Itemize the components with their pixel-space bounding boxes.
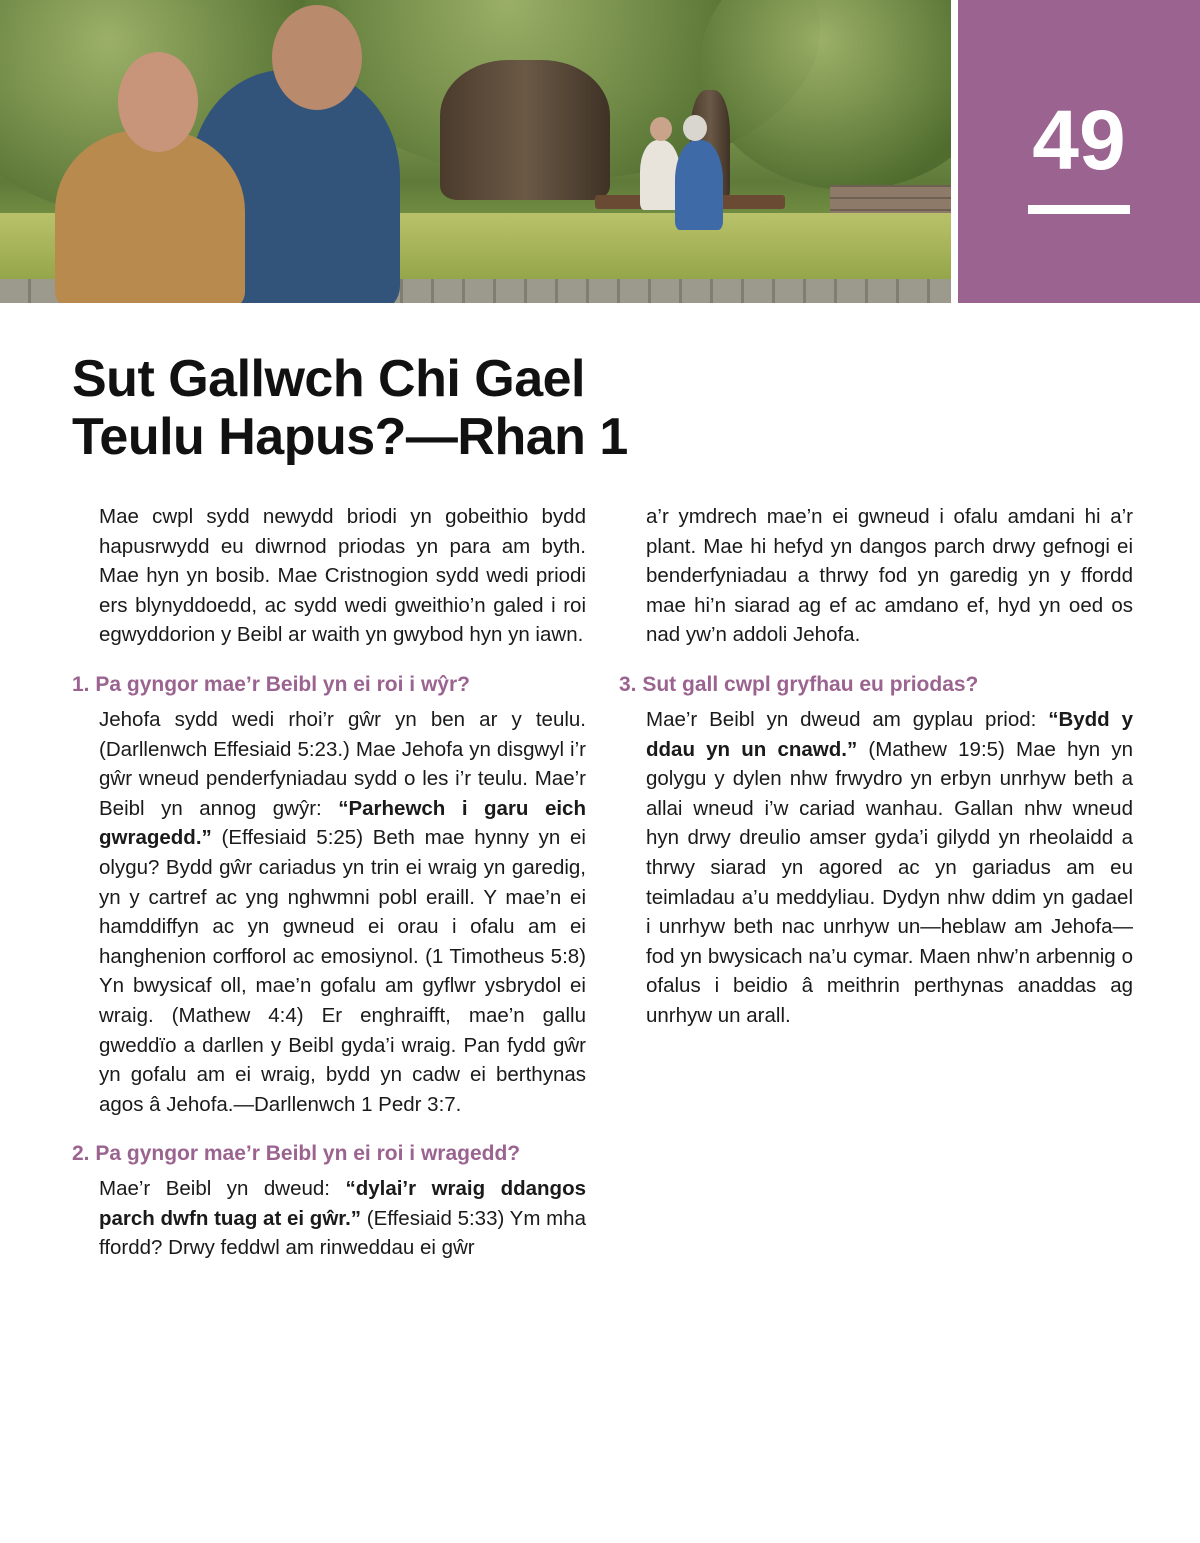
answer-text: Mae’r Beibl yn dweud am gyplau priod: xyxy=(646,707,1049,731)
column-right xyxy=(619,502,1133,1051)
answer-2-continued: a’r ymdrech mae’n ei gwneud i ofalu amdani hi a’r plant. Mae hi hefyd yn dangos parch drwy gefnogi ei benderfyniadau a thrwy fod yn garedig yn y ffordd mae hi’n siarad ag ef ac amdano ef, hyd yn oed os nad yw’n addoli Jehofa. xyxy=(646,505,1133,647)
lesson-number-underline xyxy=(1028,205,1130,214)
question-2: 2. Pa gyngor mae’r Beibl yn ei roi i wragedd? xyxy=(72,1142,521,1166)
answer-3 xyxy=(646,705,1133,1031)
scripture-quote: “Parhewch i garu eich gwragedd.” xyxy=(99,796,586,850)
answer-2 xyxy=(99,1174,586,1263)
answer-text: (Effesiaid 5:33) Ym mha ffordd? Drwy feddwl am rinweddau ei gŵr xyxy=(99,1206,586,1260)
answer-text: (Effesiaid 5:25) Beth mae hynny yn ei olygu? Bydd gŵr cariadus yn trin ei wraig yn garedig, yn y cartref ac yng nghwmni pobl eraill. Y mae’n ei hamddiffyn ac yn gwneud ei orau i ofalu am ei hanghenion corfforol ac emosiynol. (1 Timotheus 5:8) Yn bwysicaf oll, mae’n gofalu am gyflwr ysbrydol ei wraig. (Mathew 4:4) Er enghraifft, mae’n gallu gweddïo a darllen y Beibl gyda’i wraig. Pan fydd gŵr yn gofalu am ei wraig, bydd yn cadw ei berthynas agos â Jehofa.—Darllenwch 1 Pedr 3:7. xyxy=(99,826,586,1116)
lesson-number: 49 xyxy=(1032,93,1126,187)
scripture-quote: “dylai’r wraig ddangos parch dwfn tuag at ei gŵr.” xyxy=(99,1177,586,1230)
intro-text: Mae cwpl sydd newydd briodi yn gobeithio bydd hapusrwydd eu diwrnod priodas yn para am byth. Mae hyn yn bosib. Mae Cristnogion sydd wedi priodi ers blynyddoedd, ac sydd wedi gweithio’n galed i roi egwyddorion y Beibl ar waith yn gwybod hyn yn iawn. xyxy=(99,505,586,647)
page-title xyxy=(72,350,672,466)
intro-paragraph xyxy=(99,502,586,650)
scripture-quote: “Bydd y ddau yn un cnawd.” xyxy=(646,707,1133,761)
answer-text: Jehofa sydd wedi rhoi’r gŵr yn ben ar y teulu. (Darllenwch Effesiaid 5:23.) Mae Jehofa yn disgwyl i’r gŵr wneud penderfyniadau sydd o les i’r teulu. Mae’r Beibl yn annog gwŷr: xyxy=(99,707,586,820)
column-left xyxy=(72,502,586,1283)
hero-photo xyxy=(0,0,951,303)
title-line-2: Teulu Hapus?—Rhan 1 xyxy=(72,408,628,466)
answer-1 xyxy=(99,705,586,1119)
answer-text: Mae’r Beibl yn dweud: xyxy=(99,1177,346,1201)
lesson-number-badge xyxy=(958,0,1200,303)
question-3: 3. Sut gall cwpl gryfhau eu priodas? xyxy=(619,672,979,696)
question-1: 1. Pa gyngor mae’r Beibl yn ei roi i wŷr? xyxy=(72,672,470,696)
title-line-1: Sut Gallwch Chi Gael xyxy=(72,350,585,408)
answer-text: (Mathew 19:5) Mae hyn yn golygu y dylen nhw frwydro yn erbyn unrhyw beth a allai wneud i’w cariad wanhau. Gallan nhw wneud hyn drwy dreulio amser gyda’i gilydd yn rheolaidd a thrwy siarad yn agored ac yn gariadus am eu teimladau a’u meddyliau. Dydyn nhw ddim yn gadael i unrhyw beth nac unrhyw un—heblaw am Jehofa—fod yn bwysicach na’u cymar. Maen nhw’n arbennig o ofalus i beidio â meithrin perthynas anaddas ag unrhyw un arall. xyxy=(646,737,1133,1027)
